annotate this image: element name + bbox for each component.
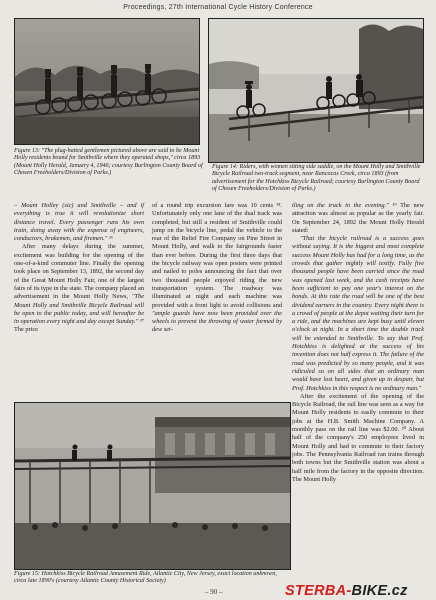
- column-3-paragraph-1: [292, 202, 424, 235]
- watermark-red-part: STERBA-: [285, 583, 352, 599]
- figure-14-image: [209, 19, 423, 162]
- page-number: – 90 –: [205, 588, 223, 596]
- column-3-quote-end: tling on the track in the evening." ¹⁹: [292, 202, 397, 209]
- column-1-paragraph-1: – Mount Holley (sic) and Smithville – and if everything is true it will revolutionize short distance travel. Every passenger runs his own train, doing away with the expense of engineers, conductors, brakemen, and firemen." ¹⁶: [14, 202, 144, 243]
- figure-14-caption: Figure 14: Riders, with women sitting side saddle, on the Mount Holly and Smithville Bicycle Railroad two-track segment, near Rancocas Creek, circa 1893 (from advertisement for the Hotchkiss Bicycle Railroad; courtesy Burlington County Board of Chosen Freeholders/Division of Parks.): [212, 164, 421, 193]
- watermark-logo: [285, 583, 408, 599]
- figure-13-caption: Figure 13: "The plug-hatted gentlemen pictured above are said to be Mount Holly residents bound for Smithville where they operated shops," circa 1893 (Mount Holly Herald, January 4, 1946; courtesy Burlington County Board of Chosen Freeholders/Division of Parks.): [14, 148, 203, 177]
- column-1-paragraph-2: [14, 243, 144, 334]
- column-3-paragraph-3: After the excitement of the opening of the Bicycle Railroad, the rail line was seen as a way for Mount Holly residents to easily commute to their jobs at the H.B. Smith Machine Company. A monthly pass on the rail line was $2.00. ²⁰ About half of the company's 250 employees lived in Mount Holly and had to commute to their factory jobs. The Pennsylvania Railroad ran trains through both towns but the Smithville station was about a half mile from the factory in the opposite direction. The Mount Holly: [292, 392, 424, 483]
- column-1-quote: "The Mount Holly and Smithville Bicycle Railroad will be open to the public today, and will hereafter be in operation every night and day except Sunday." ¹⁷: [14, 293, 144, 326]
- figure-13-image: [15, 19, 199, 144]
- text-column-1: [14, 202, 144, 335]
- figure-15-caption: Figure 15: Hotchkiss Bicycle Railroad Amusement Ride, Atlantic City, New Jersey, exact location unknown, circa late 1890's (courtesy Atlantic County Historical Society): [14, 571, 277, 585]
- column-2-paragraph-1-text: of a round trip excursion fare was 10 cents ¹⁸. Unfortunately only one lane of the dual track was completed, but still a resident of Smithville could jump on the bicycle line, pedal the vehicle to the rear of the Relief Fire Company on Pine Street in Mount Holly, and walk to the fairgrounds faster than ever before. During the first three days that the bicycle railway was open posters were printed and nailed to poles announcing the fact that over two thousand people enjoyed riding the new transportation system. The roadway was illuminated at night and each machine was provided with a front light to avoid collisions and: [152, 202, 282, 309]
- text-column-2: [152, 202, 282, 335]
- watermark-black-part: BIKE.cz: [351, 583, 408, 599]
- figure-15-image: [15, 403, 290, 569]
- figure-14-photo: [208, 18, 424, 163]
- column-1-paragraph-2-text: After many delays during the summer, excitement was building for the opening of the one-of-a-kind commuter line. Finally the opening took place on September 13, 1892, the second day of the Great Mount Holly Fair, one of the largest fairs of its type in the state. The company placed an advertisement in the Mount Holly News,: [14, 243, 144, 301]
- column-1-paragraph-2-end: The price: [14, 326, 38, 334]
- text-column-3: [292, 202, 424, 484]
- figure-15-photo: [14, 402, 291, 570]
- column-3-paragraph-1-text: The new attraction was almost as popular as the yearly fair. On September 24, 1892 the Mount Holly Herald stated:: [292, 202, 424, 234]
- column-3-herald-quote: "That the bicycle railroad is a success goes without saying. It is the biggest and most complete success Mount Holly has had for a long time, as the crowds that gather nightly will testify. Fully five thousand people have been carried since the road was opened last week, and the cash receipts have been sufficient to pay one year's interest on the bonds. At this rate the road will be one of the best dividend earners in the country. Every night there is a crowd of people at the depot waiting their turn for a ride, and the machines are kept busy until eleven o'clock at night. In a short time the double track will be extended to Smithville. To say that Prof. Hotchkiss is delighted at the success of his invention does not half express it. The failure of the road was predicted by so many people, and it was ridiculed so on all sides that an ordinary man would have lost heart, and given up in despair, but Prof. Hotchkiss in this respect is no ordinary man.": [292, 235, 424, 392]
- figure-13-photo: [14, 18, 200, 145]
- running-header: Proceedings, 27th International Cycle History Conference: [123, 4, 313, 11]
- column-2-paragraph-1: [152, 202, 282, 335]
- column-2-quote: "ample guards have now been provided over the wheels to prevent the throwing of water formed by dew set-: [152, 309, 282, 334]
